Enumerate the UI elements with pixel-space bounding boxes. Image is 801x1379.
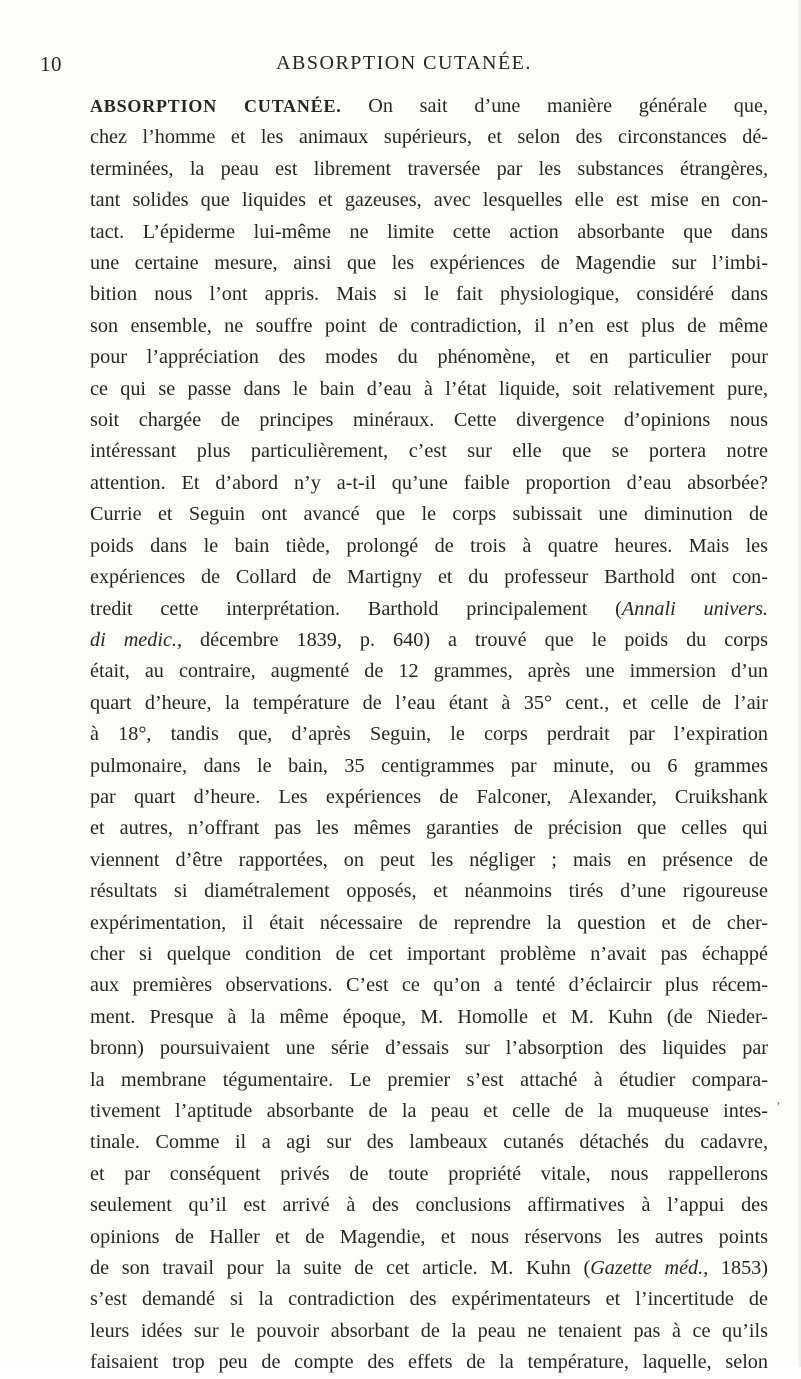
text-line bbox=[90, 217, 768, 248]
text-line bbox=[90, 91, 768, 122]
text-line bbox=[90, 751, 768, 782]
text-line bbox=[90, 468, 768, 499]
running-head bbox=[40, 52, 768, 82]
text-run: était, au contraire, augmenté de 12 grammes, après une immersion d’un bbox=[90, 660, 768, 683]
text-run: tant solides que liquides et gazeuses, avec lesquelles elle est mise en con- bbox=[90, 189, 768, 212]
text-line bbox=[90, 311, 768, 342]
text-line bbox=[90, 1002, 768, 1033]
text-run: s’est demandé si la contradiction des expérimentateurs et l’incertitude de bbox=[90, 1288, 768, 1311]
text-line bbox=[90, 248, 768, 279]
text-line bbox=[90, 531, 768, 562]
text-line bbox=[90, 1190, 768, 1221]
text-line bbox=[90, 279, 768, 310]
text-line bbox=[90, 562, 768, 593]
page-number: 10 bbox=[40, 52, 62, 76]
text-run: bition nous l’ont appris. Mais si le fait physiologique, considéré dans bbox=[90, 283, 768, 306]
text-run: pour l’appréciation des modes du phénomène, et en particulier pour bbox=[90, 346, 768, 369]
text-run: ment. Presque à la même époque, M. Homolle et M. Kuhn (de Nieder- bbox=[90, 1005, 768, 1028]
text-line bbox=[90, 342, 768, 373]
text-run: aux premières observations. C’est ce qu’on a tenté d’éclaircir plus récem- bbox=[90, 974, 768, 997]
body-paragraph bbox=[90, 91, 768, 1379]
text-line bbox=[90, 594, 768, 625]
text-line bbox=[90, 1316, 768, 1347]
text-run: bronn) poursuivaient une série d’essais sur l’absorption des liquides par bbox=[90, 1037, 768, 1060]
text-line bbox=[90, 1253, 768, 1284]
text-line bbox=[90, 719, 768, 750]
text-line bbox=[90, 782, 768, 813]
text-run: et par conséquent privés de toute propriété vitale, nous rappellerons bbox=[90, 1162, 768, 1185]
text-line bbox=[90, 845, 768, 876]
text-run: chez l’homme et les animaux supérieurs, et selon des circonstances dé- bbox=[90, 126, 768, 149]
italic-citation: Annali univers. bbox=[621, 597, 769, 620]
text-run: seulement qu’il est arrivé à des conclusions affirmatives à l’appui des bbox=[90, 1194, 768, 1217]
text-run: , 1853) bbox=[703, 1257, 768, 1280]
text-line bbox=[90, 154, 768, 185]
text-line bbox=[90, 1284, 768, 1315]
text-run: expériences de Collard de Martigny et du professeur Barthold ont con- bbox=[90, 566, 768, 589]
text-run: attention. Et d’abord n’y a-t-il qu’une faible proportion d’eau absorbée? bbox=[90, 471, 768, 494]
text-line bbox=[90, 1033, 768, 1064]
margin-mark: ’ bbox=[776, 1100, 781, 1115]
text-line bbox=[90, 876, 768, 907]
text-run: soit chargée de principes minéraux. Cette divergence d’opinions nous bbox=[90, 409, 768, 432]
text-line bbox=[90, 436, 768, 467]
text-run: faisaient trop peu de compte des effets de la température, laquelle, selon bbox=[90, 1351, 768, 1374]
text-run: son ensemble, ne souffre point de contradiction, il n’en est plus de même bbox=[90, 314, 768, 337]
text-line bbox=[90, 499, 768, 530]
text-line bbox=[90, 374, 768, 405]
text-run: par quart d’heure. Les expériences de Falconer, Alexander, Cruikshank bbox=[90, 785, 768, 808]
text-run: leurs idées sur le pouvoir absorbant de la peau ne tenaient pas à ce qu’ils bbox=[90, 1319, 768, 1342]
text-line bbox=[90, 1222, 768, 1253]
text-run: résultats si diamétralement opposés, et néanmoins tirés d’une rigoureuse bbox=[90, 880, 768, 903]
text-run: poids dans le bain tiède, prolongé de trois à quatre heures. Mais les bbox=[90, 534, 768, 557]
running-title: ABSORPTION CUTANÉE. bbox=[276, 52, 532, 74]
text-run: tact. L’épiderme lui-même ne limite cette action absorbante que dans bbox=[90, 220, 768, 243]
text-run: à 18°, tandis que, d’après Seguin, le corps perdrait par l’expiration bbox=[90, 723, 768, 746]
text-run: On sait d’une manière générale que, bbox=[341, 95, 769, 117]
text-run: , décembre 1839, p. 640) a trouvé que le poids du corps bbox=[176, 628, 769, 651]
italic-citation: Gazette méd. bbox=[590, 1257, 704, 1280]
text-run: opinions de Haller et de Magendie, et nous réservons les autres points bbox=[90, 1225, 768, 1248]
text-run: de son travail pour la suite de cet article. M. Kuhn ( bbox=[90, 1257, 591, 1280]
text-line bbox=[90, 405, 768, 436]
text-run: tinale. Comme il a agi sur des lambeaux cutanés détachés du cadavre, bbox=[90, 1131, 768, 1154]
text-run: intéressant plus particulièrement, c’est sur elle que se portera notre bbox=[90, 440, 768, 463]
text-line bbox=[90, 656, 768, 687]
section-heading: ABSORPTION CUTANÉE. bbox=[90, 96, 342, 116]
text-run: tredit cette interprétation. Barthold principalement ( bbox=[90, 597, 622, 620]
text-line bbox=[90, 1159, 768, 1190]
text-run: la membrane tégumentaire. Le premier s’est attaché à étudier compara- bbox=[90, 1068, 768, 1091]
text-line bbox=[90, 1127, 768, 1158]
text-run: et autres, n’offrant pas les mêmes garanties de précision que celles qui bbox=[90, 817, 768, 840]
text-run: viennent d’être rapportées, on peut les négliger ; mais en présence de bbox=[90, 848, 768, 871]
text-line bbox=[90, 970, 768, 1001]
text-line bbox=[90, 813, 768, 844]
text-run: Currie et Seguin ont avancé que le corps subissait une diminution de bbox=[90, 503, 768, 526]
text-line bbox=[90, 1347, 768, 1378]
text-line bbox=[90, 625, 768, 656]
text-run: terminées, la peau est librement traversée par les substances étrangères, bbox=[90, 157, 768, 180]
italic-citation: di medic. bbox=[90, 628, 177, 651]
text-line bbox=[90, 1065, 768, 1096]
text-run: quart d’heure, la température de l’eau étant à 35° cent., et celle de l’air bbox=[90, 691, 768, 714]
text-line bbox=[90, 688, 768, 719]
text-run: une certaine mesure, ainsi que les expériences de Magendie sur l’imbi- bbox=[90, 252, 768, 275]
text-run: tivement l’aptitude absorbante de la peau et celle de la muqueuse intes- bbox=[90, 1100, 768, 1122]
text-line bbox=[90, 908, 768, 939]
text-line bbox=[90, 185, 768, 216]
text-line bbox=[90, 1096, 768, 1127]
text-run: pulmonaire, dans le bain, 35 centigrammes par minute, ou 6 grammes bbox=[90, 754, 768, 777]
text-run: expérimentation, il était nécessaire de reprendre la question et de cher- bbox=[90, 911, 768, 934]
text-run: cher si quelque condition de cet important problème n’avait pas échappé bbox=[90, 942, 768, 965]
text-run: ce qui se passe dans le bain d’eau à l’état liquide, soit relativement pure, bbox=[90, 377, 768, 400]
text-line bbox=[90, 122, 768, 153]
page-edge bbox=[797, 0, 801, 1367]
text-line bbox=[90, 939, 768, 970]
